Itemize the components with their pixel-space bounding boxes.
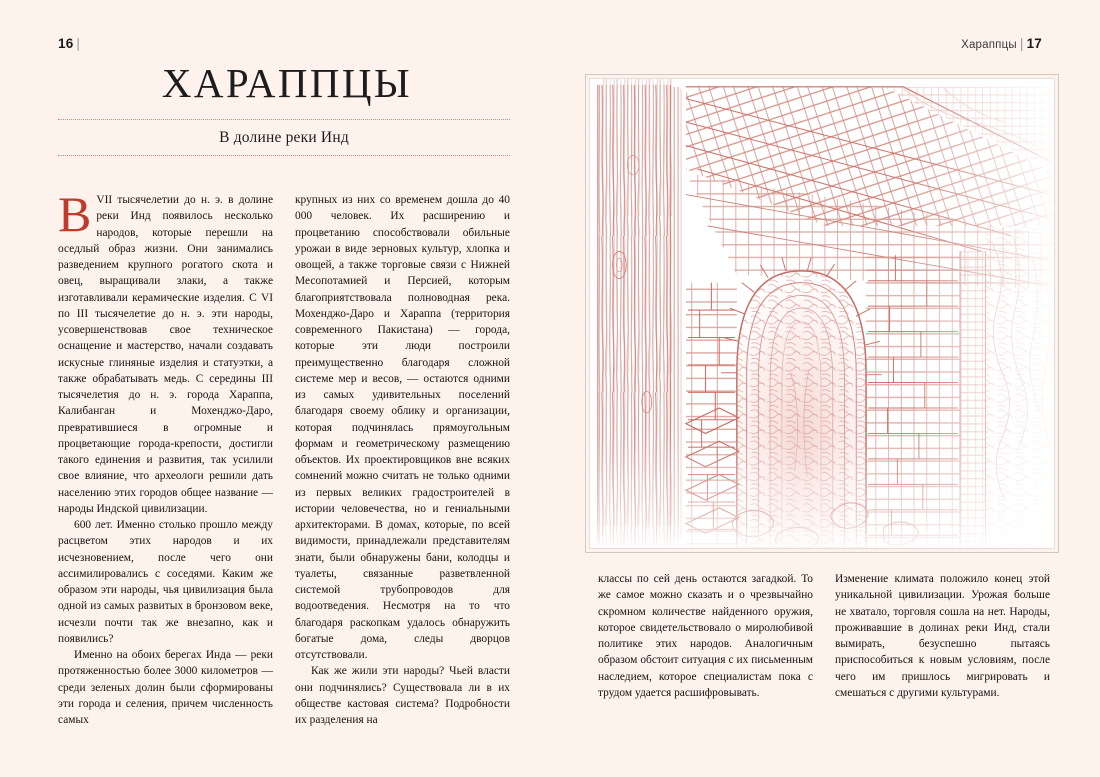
right-page-text-columns [598,571,1050,701]
chapter-title-block [58,62,510,156]
folio-left-number: 16 [58,36,74,51]
paragraph: Именно на обоих берегах Инда — реки протяженностью более 3000 километров — среди зеленых долин были сформированы эти города и селения, причем численность самых [58,649,273,726]
right-page [550,0,1100,777]
text-column-1 [58,186,273,737]
harappan-ruins-line-drawing-svg [590,79,1054,548]
folio-left-separator: | [76,36,81,51]
paragraph: Как же жили эти народы? Чьей власти они подчинялись? Существовала ли в их обществе кастовая система? Подробности их разделения на [295,665,510,726]
paragraph: ВVII тысячелетии до н. э. в долине реки Инд появилось несколько народов, которые перешли на оседлый образ жизни. Они занимались разведением крупного рогатого скота и овец, выращивали злаки, а также изготавливали керамические изделия. С VI по III тысячелетие до н. э. эти народы, усовершенствовав свое техническое оснащение и мастерство, начали создавать искусные глиняные изделия и статуэтки, а также обрабатывать медь. С середины III тысячелетия до н. э. города Хараппа, Калибанган и Мохенджо-Даро, превратившиеся в огромные и процветающие города-крепости, достигли такого единения и развития, так усилили свое влияние, что археологи решили дать населению этих городов общее название — народы Индской цивилизации. [58,186,273,515]
paragraph: Изменение климата положило конец этой уникальной цивилизации. Урожая больше не хватало, торговля сошла на нет. Народы, проживавшие в долинах реки Инд, стали вымирать, безуспешно пытаясь приспособиться к новым условиям, после чего им пришлось мигрировать и смешаться с другими культурами. [835,573,1050,699]
left-page-text-columns [58,186,510,737]
chapter-subtitle: В долине реки Инд [219,129,349,147]
illustration [589,78,1055,549]
text-column-3 [598,571,813,701]
folio-right [961,36,1042,51]
paragraph: крупных из них со временем дошла до 40 000 человек. Их расширению и процветанию способствовали обильные урожаи в виде зерновых культур, хлопка и овощей, а также торговые связи с Нижней Месопотамией и Персией, которым благоприятствовала полноводная река. Мохенджо-Даро и Хараппа (территория современного Пакистана) — города, которые эти люди построили преимущественно благодаря сложной системе мер и весов, — остаются одними из самых удивительных поселений благодаря своему облику и организации, которая подчинялась прямоугольным формам и геометрическому размещению объектов. Их проектировщиков вне всяких сомнений можно считать не только одними из первых великих градостроителей в истории человечества, но и гениальными архитекторами. В домах, которые, по всей видимости, принадлежали представителям знати, были обнаружены бани, колодцы и туалеты, связанные разветвленной системой трубопроводов для водоотведения. Несмотря на то что благодаря раскопкам удалось обнаружить богатые дома, следы дворцов отсутствовали. [295,194,510,661]
folio-right-number: 17 [1026,36,1042,51]
folio-right-separator: | [1019,36,1024,51]
page-title: ХАРАППЦЫ [161,60,413,106]
illustration-frame [585,74,1059,553]
title-rule-bottom [58,155,510,156]
paragraph: классы по сей день остаются загадкой. То же самое можно сказать и о чрезвычайно скромном количестве найденного оружия, которое свидетельствовало о миролюбивой политике этих народов. Аналогичным образом обстоит ситуация с их письменным наследием, которое специалистам пока с трудом удается расшифровывать. [598,573,813,699]
paragraph: 600 лет. Именно столько прошло между расцветом этих народов и их исчезновением, после чего они ассимилировались с соседями. Каким же образом эти народы, чья цивилизация была одной из самых развитых в бронзовом веке, исчезли почти так же внезапно, как и появились? [58,519,273,645]
text-column-4 [835,571,1050,701]
folio-left [58,36,83,51]
running-head-chapter: Хараппцы [961,39,1017,51]
text-column-2 [295,192,510,737]
